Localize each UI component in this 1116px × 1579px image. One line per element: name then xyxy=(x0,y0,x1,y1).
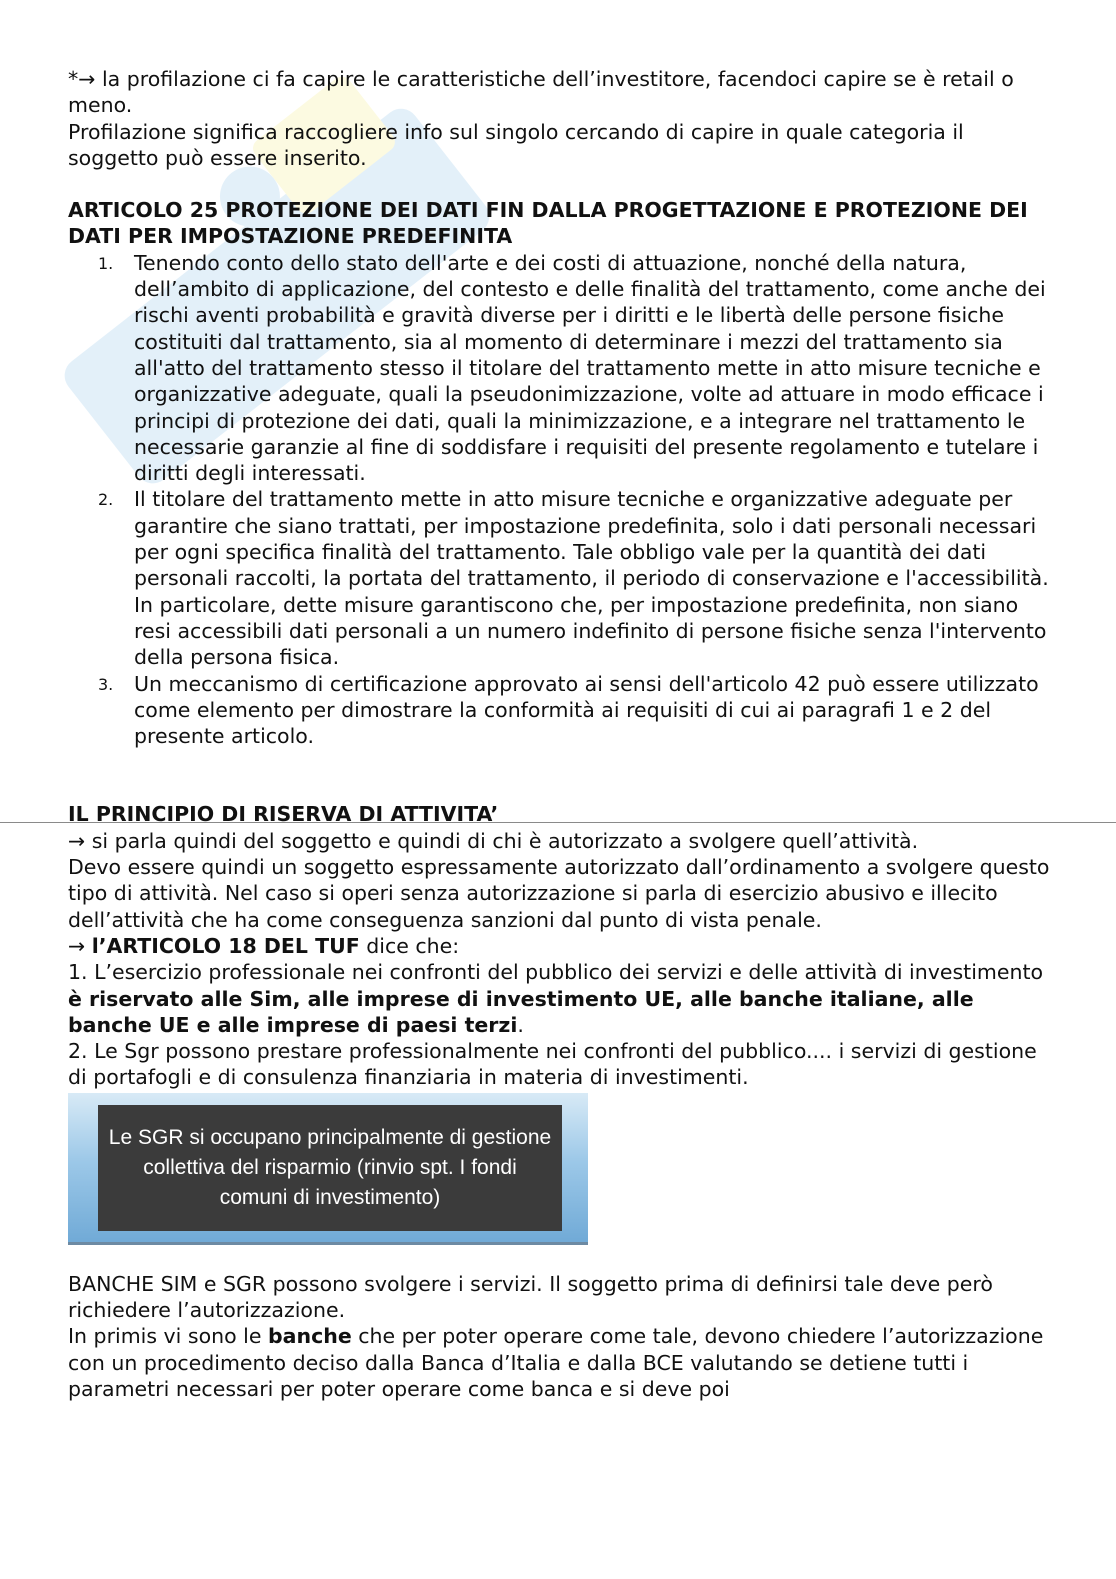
closing-text-a: In primis vi sono le xyxy=(68,1324,268,1349)
list-item-text: Un meccanismo di certificazione approvato ai sensi dell'articolo 42 può essere utilizzato come elemento per dimostrare la conformità ai requisiti di cui ai paragrafi 1 e 2 del presente articolo. xyxy=(134,671,1039,749)
tuf-point-1 xyxy=(68,959,1058,1038)
tuf-paragraph xyxy=(68,933,1058,959)
tuf-point-1-end: . xyxy=(517,1012,524,1037)
list-item-number: 1. xyxy=(98,253,114,273)
tuf-point-2: 2. Le Sgr possono prestare professionalmente nei confronti del pubblico.... i servizi di gestione di portafogli e di consulenza finanziaria in materia di investimenti. xyxy=(68,1039,1037,1090)
tuf-arrow: → xyxy=(68,933,92,958)
intro-arrow: *→ xyxy=(68,67,96,91)
intro-paragraph xyxy=(68,66,1058,119)
slide-bottom-bar xyxy=(68,1242,588,1245)
list-item-number: 2. xyxy=(98,490,114,510)
riserva-title: IL PRINCIPIO DI RISERVA DI ATTIVITA’ xyxy=(68,802,499,827)
intro-line: la profilazione ci fa capire le caratteristiche dell’investitore, facendoci capire se è retail o meno. xyxy=(68,67,1014,118)
list-item-number: 3. xyxy=(98,674,114,694)
article-25-list xyxy=(68,250,1058,750)
sgr-slide-image xyxy=(68,1093,588,1245)
document-page xyxy=(68,66,1058,1402)
list-item-text: Tenendo conto dello stato dell'arte e dei costi di attuazione, nonché della natura, dell’ambito di applicazione, del contesto e delle finalità del trattamento, come anche dei rischi aventi probabilità e gravità diverse per i diritti e le libertà delle persone fisiche costituiti dal trattamento, sia al momento di determinare i mezzi del trattamento sia all'atto del trattamento stesso il titolare del trattamento mette in atto misure tecniche e organizzative adeguate, quali la pseudonimizzazione, volte ad attuare in modo efficace i principi di protezione dei dati, quali la minimizzazione, e a integrare nel trattamento le necessarie garanzie al fine di soddisfare i requisiti del presente regolamento e tutelare i diritti degli interessati. xyxy=(134,250,1046,486)
closing-bold: banche xyxy=(268,1324,352,1349)
closing-text-b: che per poter operare come tale, devono chiedere l’autorizzazione con un procedimento deciso dalla Banca d’Italia e dalla BCE valutando se detiene tutti i parametri necessari per poter operare come banca e si deve poi xyxy=(68,1324,1044,1401)
sgr-slide-text: Le SGR si occupano principalmente di gestione collettiva del risparmio (rinvio spt. I fondi comuni di investimento) xyxy=(98,1105,562,1231)
profilazione-paragraph: Profilazione significa raccogliere info sul singolo cercando di capire in quale categoria il soggetto può essere inserito. xyxy=(68,119,964,170)
article-25-title: ARTICOLO 25 PROTEZIONE DEI DATI FIN DALLA PROGETTAZIONE E PROTEZIONE DEI DATI PER IMPOSTAZIONE PREDEFINITA xyxy=(68,198,1028,249)
list-item xyxy=(68,486,1058,670)
list-item xyxy=(68,250,1058,487)
tuf-point-1-bold: è riservato alle Sim, alle imprese di investimento UE, alle banche italiane, alle banche UE e alle imprese di paesi terzi xyxy=(68,986,974,1037)
riserva-paragraph: Devo essere quindi un soggetto espressamente autorizzato dall’ordinamento a svolgere questo tipo di attività. Nel caso si operi senza autorizzazione si parla di esercizio abusivo e illecito dell’attività che ha come conseguenza sanzioni dal punto di vista penale. xyxy=(68,855,1050,932)
riserva-intro: → si parla quindi del soggetto e quindi di chi è autorizzato a svolgere quell’attività. xyxy=(68,828,919,853)
list-item-text: Il titolare del trattamento mette in atto misure tecniche e organizzative adeguate per garantire che siano trattati, per impostazione predefinita, solo i dati personali necessari per ogni specifica finalità del trattamento. Tale obbligo vale per la quantità dei dati personali raccolti, la portata del trattamento, il periodo di conservazione e l'accessibilità. In particolare, dette misure garantiscono che, per impostazione predefinita, non siano resi accessibili dati personali a un numero indefinito di persone fisiche senza l'intervento della persona fisica. xyxy=(134,487,1049,670)
tuf-heading: l’ARTICOLO 18 DEL TUF xyxy=(91,933,360,958)
tuf-point-1-text: 1. L’esercizio professionale nei confronti del pubblico dei servizi e delle attività di investimento xyxy=(68,960,1044,985)
closing-paragraph-1: BANCHE SIM e SGR possono svolgere i servizi. Il soggetto prima di definirsi tale deve però richiedere l’autorizzazione. xyxy=(68,1271,993,1322)
tuf-text: dice che: xyxy=(359,933,460,958)
list-item xyxy=(68,671,1058,750)
closing-paragraph-2 xyxy=(68,1323,1058,1402)
